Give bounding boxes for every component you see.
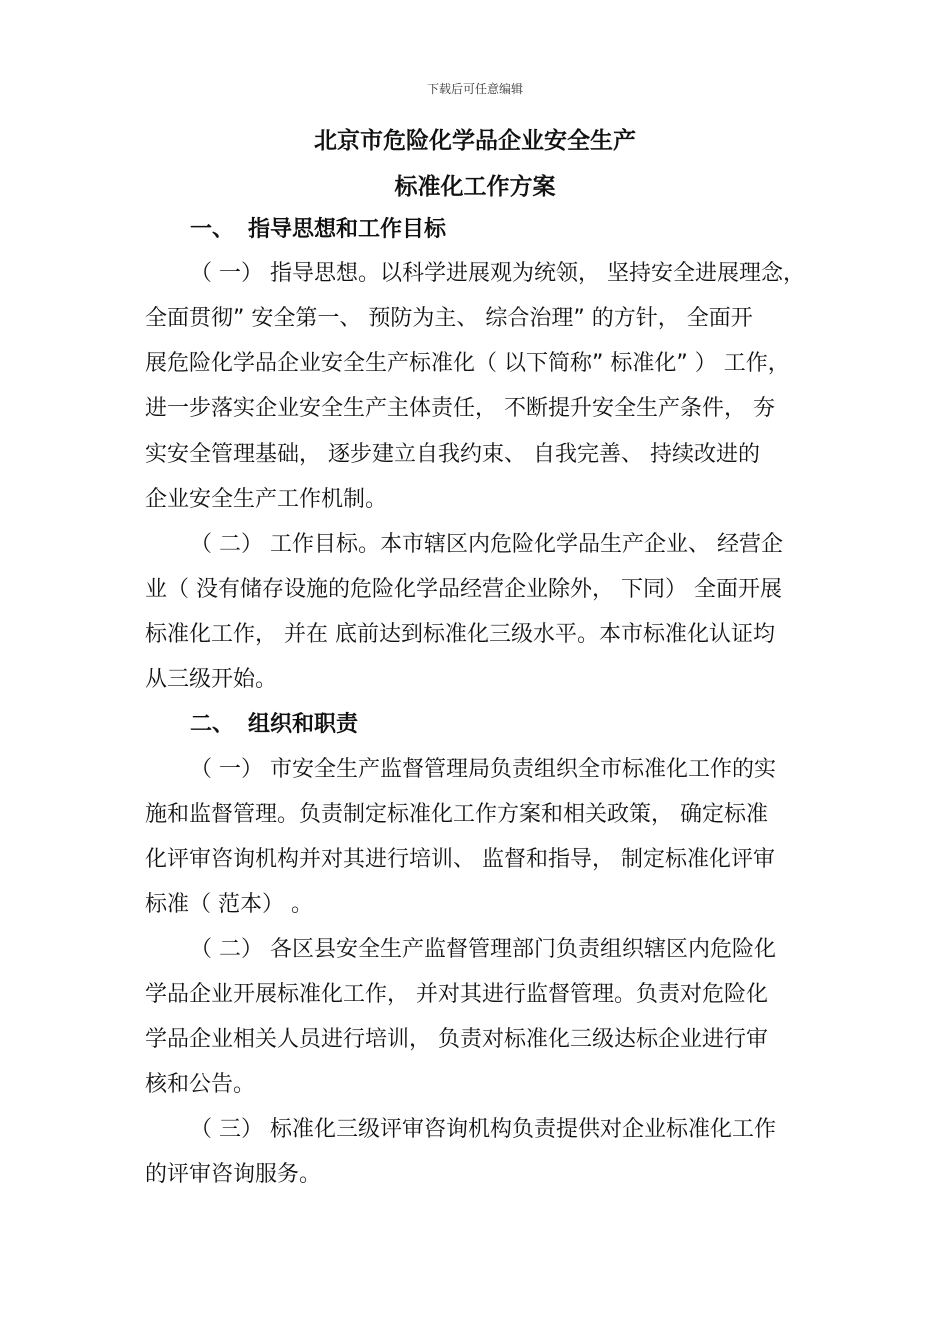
document-title-line-2: 标准化工作方案: [394, 174, 556, 200]
paragraph-line: （ 一） 市安全生产监督管理局负责组织全市标准化工作的实: [190, 757, 776, 782]
paragraph-line: 学品企业开展标准化工作， 并对其进行监督管理。负责对危险化: [145, 982, 768, 1007]
paragraph-line: （ 二） 各区县安全生产监督管理部门负责组织辖区内危险化: [190, 937, 776, 962]
paragraph-line: 核和公告。: [145, 1072, 256, 1097]
paragraph-line: 标准（ 范本） 。: [145, 892, 313, 917]
paragraph-line: 标准化工作， 并在 底前达到标准化三级水平。本市标准化认证均: [145, 622, 775, 647]
section-1-title: 指导思想和工作目标: [248, 217, 447, 242]
paragraph-line: 化评审咨询机构并对其进行培训、 监督和指导， 制定标准化评审: [145, 847, 775, 872]
paragraph-line: 从三级开始。: [145, 667, 278, 692]
paragraph-line: 企业安全生产工作机制。: [145, 487, 388, 512]
paragraph-line: 施和监督管理。负责制定标准化工作方案和相关政策， 确定标准: [145, 802, 768, 827]
header-note: 下载后可任意编辑: [426, 82, 523, 96]
paragraph-line: 的评审咨询服务。: [145, 1162, 322, 1187]
section-1-heading: [190, 212, 446, 243]
section-1-number: 一、: [190, 217, 235, 242]
paragraph-line: 进一步落实企业安全生产主体责任， 不断提升安全生产条件， 夯: [145, 396, 775, 421]
paragraph-line: 实安全管理基础， 逐步建立自我约束、 自我完善、 持续改进的: [145, 442, 760, 467]
paragraph-line: （ 二） 工作目标。本市辖区内危险化学品生产企业、 经营企: [190, 532, 783, 557]
paragraph-line: 学品企业相关人员进行培训， 负责对标准化三级达标企业进行审: [145, 1027, 768, 1052]
paragraph-line: （ 三） 标准化三级评审咨询机构负责提供对企业标准化工作: [190, 1117, 776, 1142]
paragraph-line: 全面贯彻” 安全第一、 预防为主、 综合治理” 的方针， 全面开: [145, 306, 753, 331]
paragraph-line: 业（ 没有储存设施的危险化学品经营企业除外， 下同） 全面开展: [145, 577, 782, 602]
section-2-number: 二、: [190, 712, 235, 737]
section-2-heading: [190, 707, 358, 738]
document-title-line-1: 北京市危险化学品企业安全生产: [314, 128, 636, 154]
paragraph-line: （ 一） 指导思想。以科学进展观为统领， 坚持安全进展理念，: [190, 261, 805, 286]
section-2-title: 组织和职责: [248, 712, 359, 737]
paragraph-line: 展危险化学品企业安全生产标准化（ 以下简称” 标准化” ） 工作，: [145, 351, 790, 376]
